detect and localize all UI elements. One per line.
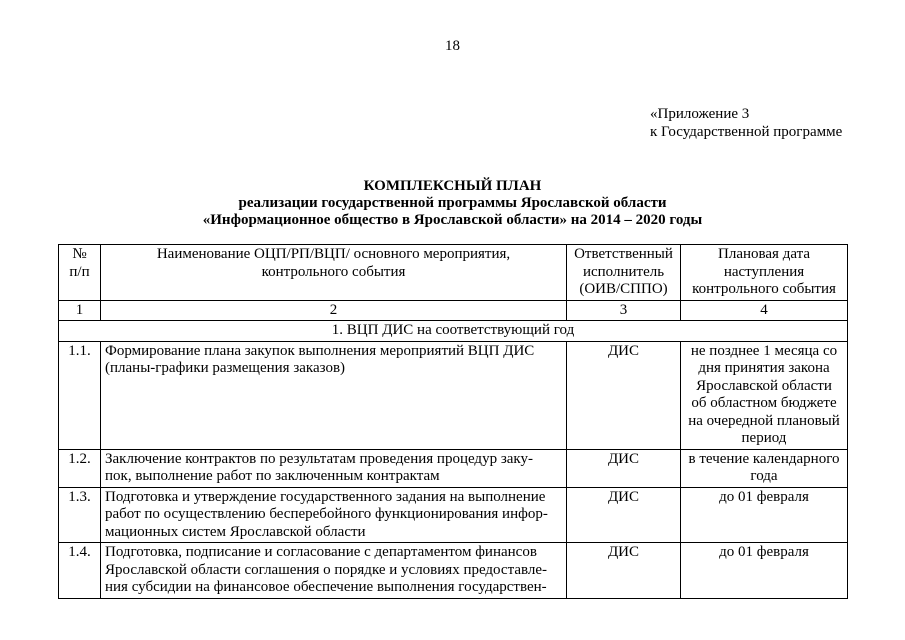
row-date: не позднее 1 месяца со дня принятия закона Ярославской области об областном бюджете на очередной плановый период	[681, 341, 848, 449]
row-number: 1.1.	[59, 341, 101, 449]
table-row	[59, 341, 848, 449]
heading-line-1: КОМПЛЕКСНЫЙ ПЛАН	[363, 178, 542, 194]
row-executor: ДИС	[567, 543, 681, 599]
header-number: № п/п	[59, 245, 101, 301]
appendix-reference	[650, 105, 842, 141]
row-name: Подготовка и утверждение государственного задания на выполнение работ по осуществлению бесперебойного функционирования инфор- мационных систем Ярославской области	[101, 487, 567, 543]
page-number: 18	[445, 38, 460, 54]
section-title: 1. ВЦП ДИС на соответствующий год	[59, 321, 848, 342]
row-name: Заключение контрактов по результатам проведения процедур заку- пок, выполнение работ по заключенным контрактам	[101, 449, 567, 487]
row-name: Формирование плана закупок выполнения мероприятий ВЦП ДИС (планы-графики размещения заказов)	[101, 341, 567, 449]
row-date: до 01 февраля	[681, 487, 848, 543]
plan-table	[58, 244, 848, 599]
row-executor: ДИС	[567, 449, 681, 487]
table-header-row	[59, 245, 848, 301]
row-number: 1.2.	[59, 449, 101, 487]
column-number: 2	[101, 300, 567, 321]
row-number: 1.4.	[59, 543, 101, 599]
table-row	[59, 543, 848, 599]
heading-line-2: реализации государственной программы Ярославской области	[238, 195, 667, 211]
row-name: Подготовка, подписание и согласование с департаментом финансов Ярославской области соглашения о порядке и условиях предоставле- ния субсидии на финансовое обеспечение выполнения государствен-	[101, 543, 567, 599]
table-row	[59, 487, 848, 543]
column-number: 3	[567, 300, 681, 321]
column-number: 4	[681, 300, 848, 321]
row-executor: ДИС	[567, 487, 681, 543]
table-row	[59, 449, 848, 487]
column-numbers-row	[59, 300, 848, 321]
header-name: Наименование ОЦП/РП/ВЦП/ основного мероприятия, контрольного события	[101, 245, 567, 301]
heading-line-3: «Информационное общество в Ярославской области» на 2014 – 2020 годы	[202, 212, 703, 228]
appendix-line-1: «Приложение 3	[650, 106, 750, 122]
row-number: 1.3.	[59, 487, 101, 543]
section-row	[59, 321, 848, 342]
row-executor: ДИС	[567, 341, 681, 449]
row-date: в течение календарного года	[681, 449, 848, 487]
appendix-line-2: к Государственной программе	[650, 124, 843, 140]
header-executor: Ответственный исполнитель (ОИВ/СППО)	[567, 245, 681, 301]
document-heading	[0, 178, 905, 229]
header-date: Плановая дата наступления контрольного события	[681, 245, 848, 301]
column-number: 1	[59, 300, 101, 321]
row-date: до 01 февраля	[681, 543, 848, 599]
